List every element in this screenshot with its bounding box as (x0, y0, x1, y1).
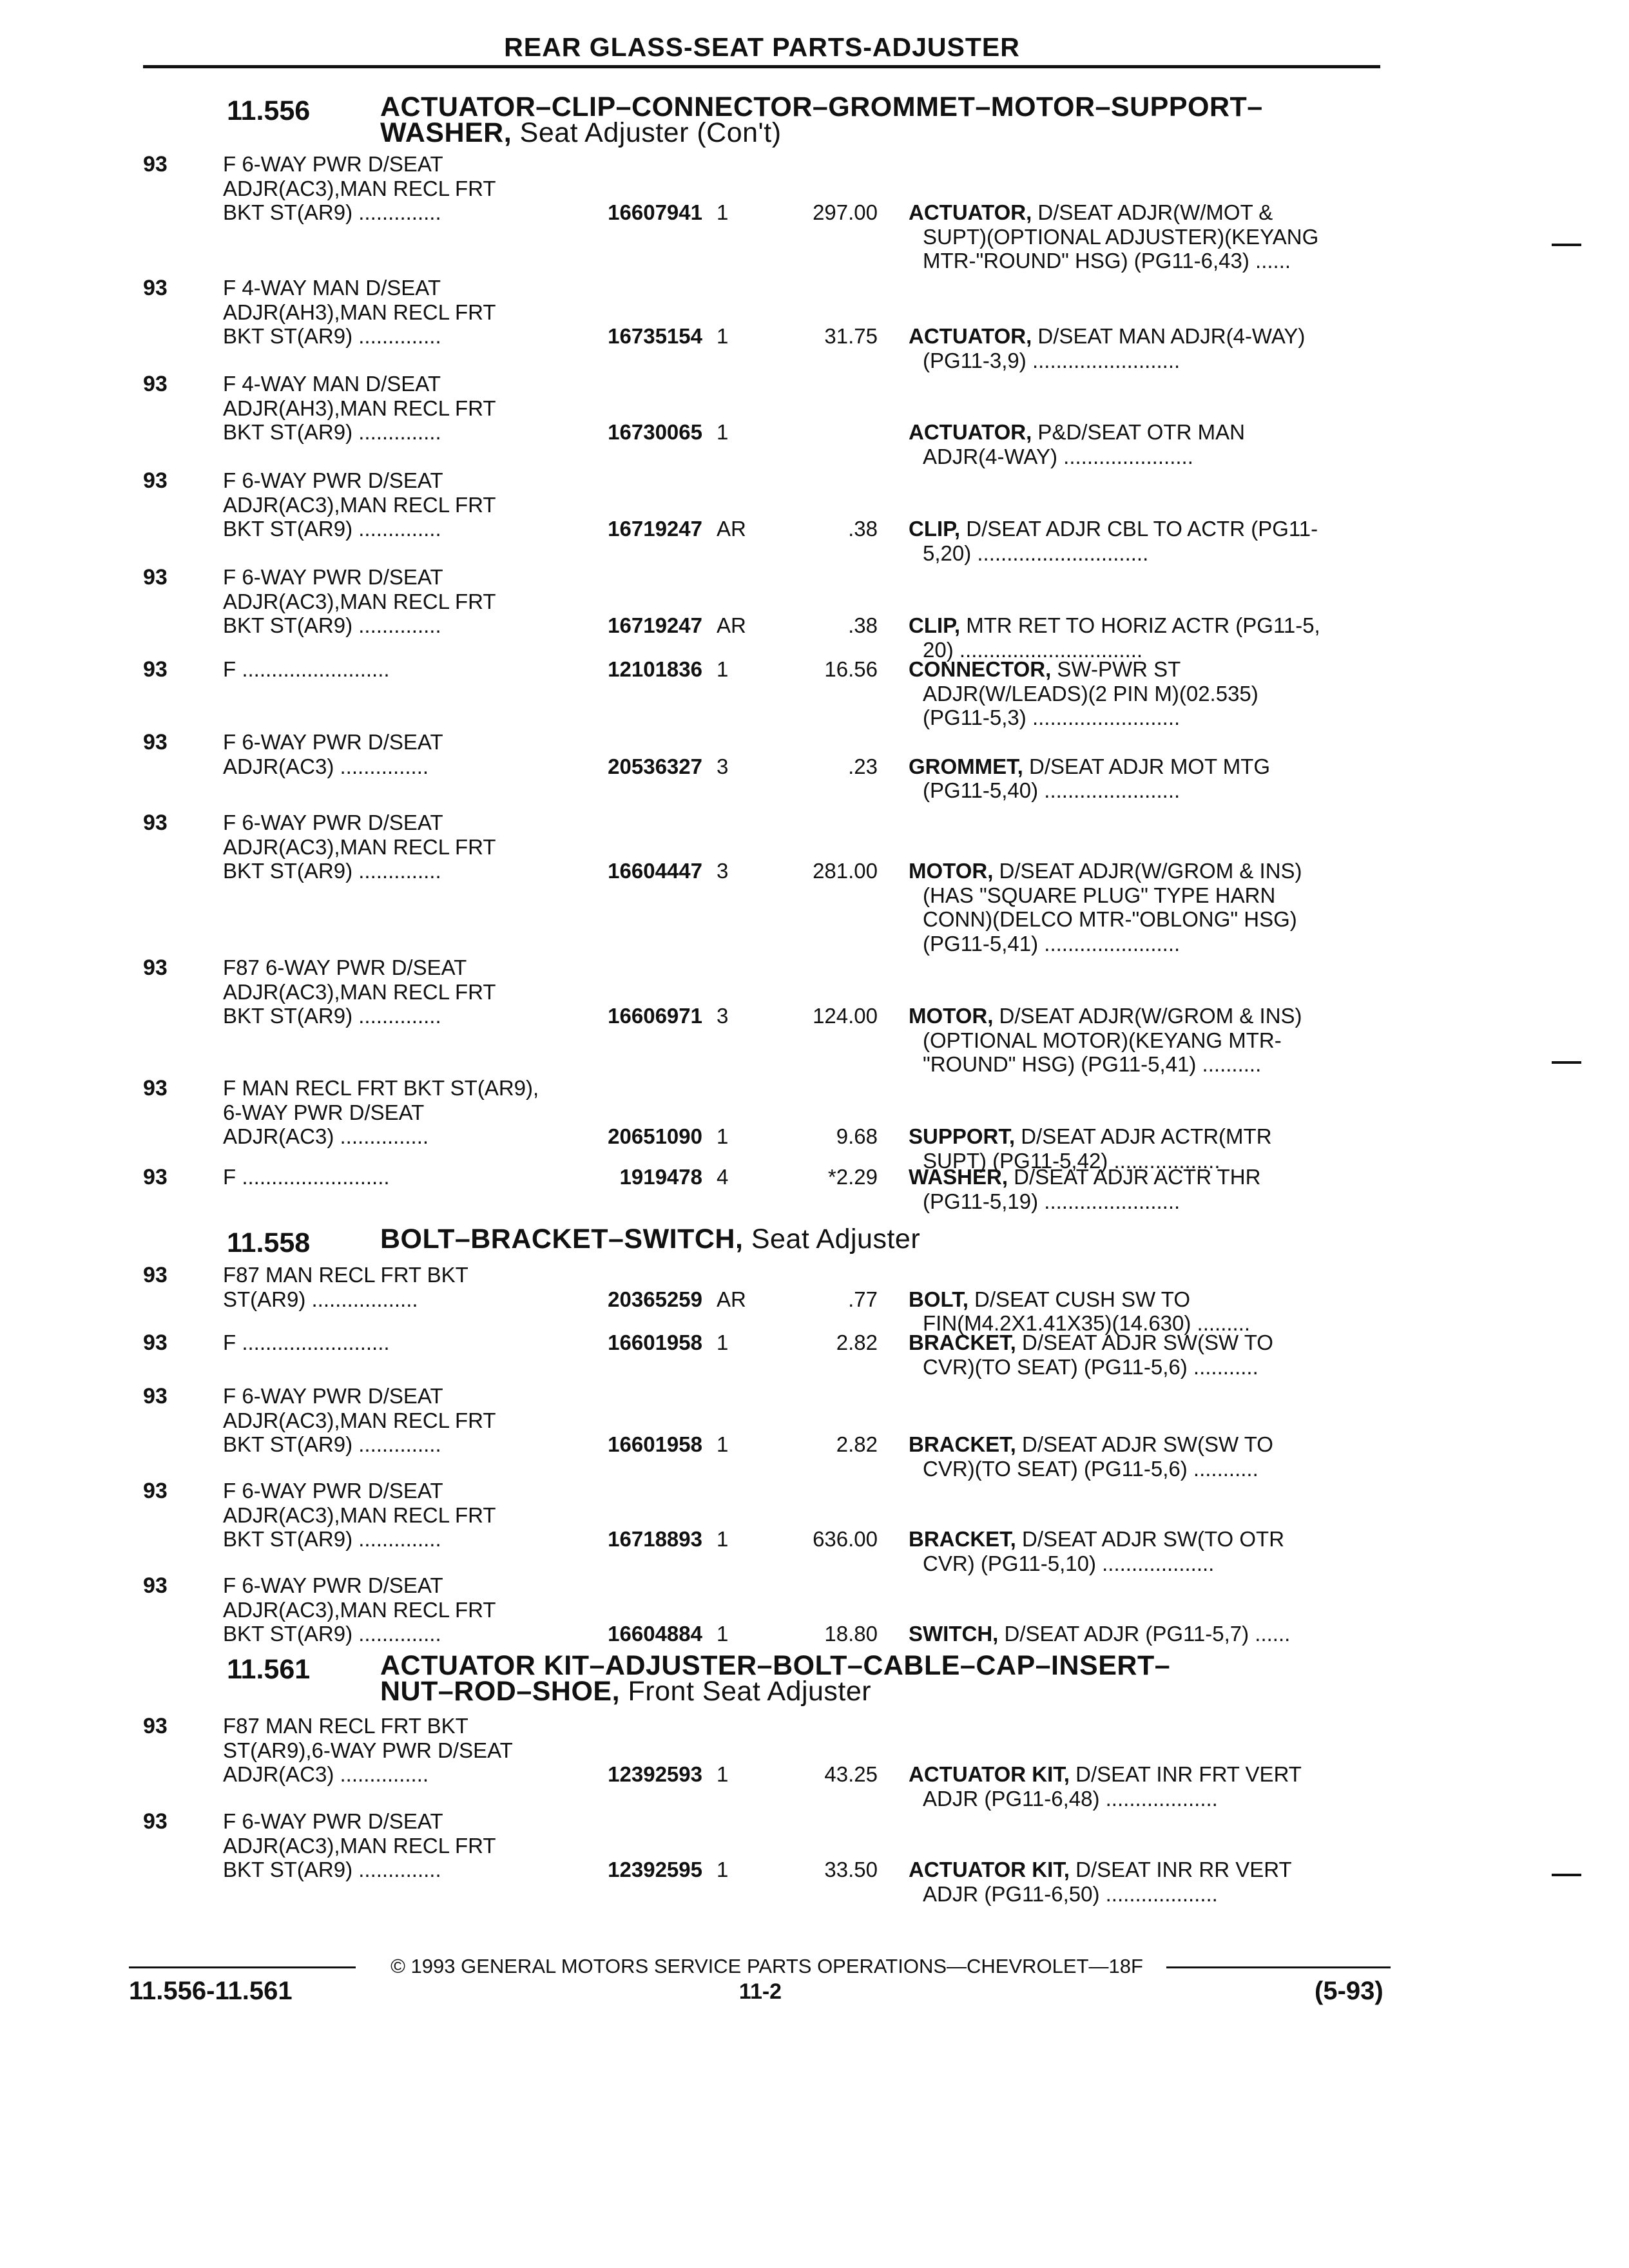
section-title-bold: ACTUATOR–CLIP–CONNECTOR–GROMMET–MOTOR–SUPPORT– (380, 91, 1263, 122)
usage-line: ADJR(AH3),MAN RECL FRT (223, 300, 496, 324)
usage-line: F87 MAN RECL FRT BKT (223, 1263, 468, 1287)
quantity: 4 (717, 1165, 729, 1189)
part-name: ACTUATOR, (909, 324, 1032, 348)
margin-tick-mark (1552, 244, 1581, 246)
part-description (909, 1432, 1379, 1481)
usage-description (223, 565, 571, 638)
usage-line: ADJR(AC3),MAN RECL FRT (223, 979, 496, 1004)
part-detail: D/SEAT ADJR(W/MOT & (1032, 200, 1273, 224)
part-detail: (PG11-3,9) ......................... (923, 348, 1181, 372)
part-description (909, 1527, 1379, 1575)
part-description-line (909, 1457, 1379, 1481)
part-name: BRACKET, (909, 1331, 1016, 1354)
price: 16.56 (824, 657, 878, 681)
part-number: 16601958 (608, 1432, 702, 1456)
price: 124.00 (813, 1004, 878, 1028)
part-description (909, 420, 1379, 468)
usage-line: F ......................... (223, 1165, 390, 1189)
usage-description (223, 956, 571, 1028)
section-title-bold: ACTUATOR KIT–ADJUSTER–BOLT–CABLE–CAP–INSERT– (380, 1650, 1171, 1681)
usage-description (223, 1809, 571, 1882)
usage-description (223, 1573, 571, 1646)
model-year: 93 (143, 956, 168, 980)
part-detail: D/SEAT ADJR SW(TO OTR (1016, 1527, 1285, 1551)
part-detail: (HAS "SQUARE PLUG" TYPE HARN (923, 883, 1276, 907)
model-year: 93 (143, 1076, 168, 1100)
quantity: 1 (717, 324, 729, 348)
usage-line: ADJR(AC3) ............... (223, 1124, 429, 1148)
part-description-line (909, 1552, 1379, 1576)
usage-line: BKT ST(AR9) .............. (223, 1432, 441, 1456)
model-year: 93 (143, 1573, 168, 1598)
footer-copyright: © 1993 GENERAL MOTORS SERVICE PARTS OPERATIONS—CHEVROLET—18F (390, 1955, 1143, 1977)
usage-line: ADJR(AC3),MAN RECL FRT (223, 1833, 496, 1858)
part-detail: CVR)(TO SEAT) (PG11-5,6) ........... (923, 1456, 1258, 1481)
price: 9.68 (836, 1124, 878, 1148)
quantity: 1 (717, 1124, 729, 1148)
footer-date: (5-93) (1315, 1977, 1383, 2005)
header-rule (143, 65, 1380, 68)
part-description-line (909, 1787, 1379, 1811)
part-detail: MTR RET TO HORIZ ACTR (PG11-5, (960, 613, 1320, 637)
usage-line: BKT ST(AR9) .............. (223, 1622, 441, 1646)
usage-line: F ......................... (223, 657, 390, 681)
quantity: 1 (717, 657, 729, 681)
part-description-line (909, 1124, 1379, 1149)
quantity: AR (717, 613, 746, 637)
part-description (909, 1004, 1379, 1077)
section-title-normal: Seat Adjuster (743, 1224, 921, 1254)
part-number: 16607941 (608, 200, 702, 224)
part-description-line (909, 1052, 1379, 1077)
usage-line: F 6-WAY PWR D/SEAT (223, 1479, 443, 1503)
price: 281.00 (813, 859, 878, 883)
part-detail: ADJR (PG11-6,48) ................... (923, 1786, 1218, 1811)
usage-line: 6-WAY PWR D/SEAT (223, 1100, 425, 1124)
price: .23 (848, 754, 878, 778)
usage-description (223, 468, 571, 541)
part-description (909, 517, 1379, 565)
part-detail: SUPT)(OPTIONAL ADJUSTER)(KEYANG (923, 224, 1319, 249)
usage-line: BKT ST(AR9) .............. (223, 324, 441, 348)
part-number: 16604447 (608, 859, 702, 883)
usage-line: ADJR(AC3),MAN RECL FRT (223, 589, 496, 613)
part-description-line (909, 1004, 1379, 1028)
part-description-line (909, 1527, 1379, 1552)
part-detail: SUPT) (PG11-5,42) .................. (923, 1148, 1220, 1173)
part-detail: D/SEAT ADJR ACTR(MTR (1015, 1124, 1272, 1148)
footer-section-range: 11.556-11.561 (129, 1977, 293, 2005)
part-detail: D/SEAT ADJR MOT MTG (1023, 754, 1271, 778)
part-description (909, 1165, 1379, 1213)
model-year: 93 (143, 1165, 168, 1189)
part-description-line (909, 225, 1379, 249)
section-title-line (380, 1676, 1170, 1707)
part-detail: D/SEAT ADJR ACTR THR (1008, 1165, 1261, 1189)
section-title (380, 1650, 1171, 1707)
price: 2.82 (836, 1331, 878, 1354)
price: 297.00 (813, 200, 878, 224)
margin-tick-mark (1552, 1061, 1581, 1064)
section-number: 11.561 (227, 1654, 311, 1685)
model-year: 93 (143, 565, 168, 590)
price: .77 (848, 1287, 878, 1311)
part-description-line (909, 1287, 1379, 1312)
part-detail: ADJR (PG11-6,50) ................... (923, 1881, 1218, 1906)
part-detail: P&D/SEAT OTR MAN (1032, 420, 1245, 444)
part-detail: CONN)(DELCO MTR-"OBLONG" HSG) (923, 907, 1297, 931)
usage-line: BKT ST(AR9) .............. (223, 1858, 441, 1881)
usage-description (223, 657, 571, 682)
part-description-line (909, 541, 1379, 566)
usage-description (223, 730, 571, 778)
part-description-line (909, 1028, 1379, 1053)
part-description-line (909, 706, 1379, 730)
part-name: BRACKET, (909, 1432, 1016, 1456)
model-year: 93 (143, 372, 168, 396)
quantity: 1 (717, 420, 729, 444)
part-description (909, 1287, 1379, 1336)
usage-description (223, 1331, 571, 1355)
part-detail: (PG11-5,41) ....................... (923, 931, 1181, 956)
part-detail: MTR-"ROUND" HSG) (PG11-6,43) ...... (923, 249, 1291, 273)
part-description-line (909, 1165, 1379, 1189)
quantity: 3 (717, 859, 729, 883)
model-year: 93 (143, 152, 168, 177)
part-description-line (909, 420, 1379, 445)
section-title-line (380, 1650, 1171, 1681)
model-year: 93 (143, 657, 168, 682)
part-name: CLIP, (909, 613, 961, 637)
part-detail: CVR)(TO SEAT) (PG11-5,6) ........... (923, 1354, 1258, 1379)
price: 43.25 (824, 1762, 878, 1786)
part-description-line (909, 324, 1379, 349)
usage-line: F 4-WAY MAN D/SEAT (223, 372, 441, 396)
usage-line: BKT ST(AR9) .............. (223, 420, 441, 444)
part-number: 16730065 (608, 420, 702, 444)
usage-line: ADJR(AC3),MAN RECL FRT (223, 1503, 496, 1527)
section-title-bold: BOLT–BRACKET–SWITCH, (380, 1224, 744, 1254)
section-title (380, 1226, 920, 1252)
usage-line: BKT ST(AR9) .............. (223, 1527, 441, 1551)
part-description-line (909, 883, 1379, 908)
part-name: GROMMET, (909, 754, 1023, 778)
price: 636.00 (813, 1527, 878, 1551)
usage-line: F ......................... (223, 1331, 390, 1354)
quantity: AR (717, 1287, 746, 1311)
part-description-line (909, 1858, 1379, 1882)
part-name: WASHER, (909, 1165, 1008, 1189)
usage-line: ST(AR9),6-WAY PWR D/SEAT (223, 1738, 513, 1762)
price: 31.75 (824, 324, 878, 348)
usage-line: F 6-WAY PWR D/SEAT (223, 1573, 443, 1597)
part-description-line (909, 200, 1379, 225)
quantity: 1 (717, 1432, 729, 1456)
part-description-line (909, 1622, 1379, 1646)
usage-line: F87 6-WAY PWR D/SEAT (223, 956, 467, 979)
part-description-line (909, 657, 1379, 682)
part-detail: "ROUND" HSG) (PG11-5,41) .......... (923, 1052, 1262, 1076)
usage-line: F 6-WAY PWR D/SEAT (223, 565, 443, 589)
section-number: 11.558 (227, 1227, 311, 1258)
part-number: 1919478 (619, 1165, 702, 1189)
part-description-line (909, 249, 1379, 273)
part-number: 16606971 (608, 1004, 702, 1028)
quantity: 1 (717, 1622, 729, 1646)
usage-line: ADJR(AC3),MAN RECL FRT (223, 1408, 496, 1432)
model-year: 93 (143, 1714, 168, 1738)
usage-description (223, 1076, 571, 1149)
part-description-line (909, 1882, 1379, 1907)
quantity: 1 (717, 1762, 729, 1786)
part-detail: D/SEAT INR RR VERT (1069, 1858, 1292, 1881)
usage-description (223, 1165, 571, 1189)
part-description-line (909, 349, 1379, 373)
part-detail: D/SEAT ADJR CBL TO ACTR (PG11- (960, 517, 1318, 541)
part-detail: SW-PWR ST (1051, 657, 1181, 681)
part-detail: D/SEAT INR FRT VERT (1069, 1762, 1302, 1786)
part-detail: 20) ............................... (923, 637, 1143, 662)
part-name: ACTUATOR KIT, (909, 1858, 1070, 1881)
usage-description (223, 1263, 571, 1311)
part-description-line (909, 1432, 1379, 1457)
model-year: 93 (143, 811, 168, 835)
part-description-line (909, 613, 1379, 638)
usage-line: F87 MAN RECL FRT BKT (223, 1714, 468, 1738)
part-description (909, 613, 1379, 662)
part-name: CONNECTOR, (909, 657, 1052, 681)
part-detail: D/SEAT CUSH SW TO (968, 1287, 1191, 1311)
usage-line: ST(AR9) .................. (223, 1287, 418, 1311)
section-title-bold: WASHER, (380, 117, 512, 148)
part-description (909, 1622, 1379, 1646)
section-title-normal: Seat Adjuster (Con't) (512, 117, 782, 148)
part-detail: (PG11-5,40) ....................... (923, 778, 1181, 802)
part-description (909, 200, 1379, 273)
price: 33.50 (824, 1858, 878, 1881)
usage-line: ADJR(AC3),MAN RECL FRT (223, 1597, 496, 1622)
part-number: 16719247 (608, 613, 702, 637)
model-year: 93 (143, 1479, 168, 1503)
part-description (909, 657, 1379, 730)
usage-line: ADJR(AC3),MAN RECL FRT (223, 834, 496, 859)
part-number: 12101836 (608, 657, 702, 681)
part-description (909, 1331, 1379, 1379)
part-detail: (PG11-5,3) ......................... (923, 706, 1181, 729)
part-description (909, 1858, 1379, 1906)
part-name: BRACKET, (909, 1527, 1016, 1551)
part-description-line (909, 932, 1379, 956)
price: 18.80 (824, 1622, 878, 1646)
part-detail: 5,20) ............................. (923, 541, 1149, 565)
quantity: 3 (717, 1004, 729, 1028)
part-description-line (909, 778, 1379, 803)
price: .38 (848, 517, 878, 541)
footer-page-number: 11-2 (738, 1979, 782, 2004)
part-number: 16604884 (608, 1622, 702, 1646)
section-title (380, 91, 1263, 148)
part-name: MOTOR, (909, 1004, 994, 1028)
part-name: MOTOR, (909, 859, 994, 883)
usage-description (223, 1479, 571, 1552)
usage-line: F 6-WAY PWR D/SEAT (223, 730, 443, 754)
part-number: 20651090 (608, 1124, 702, 1148)
usage-line: ADJR(AC3),MAN RECL FRT (223, 176, 496, 200)
usage-line: F 6-WAY PWR D/SEAT (223, 152, 443, 176)
usage-line: F 6-WAY PWR D/SEAT (223, 468, 443, 492)
part-description-line (909, 682, 1379, 706)
part-detail: D/SEAT ADJR SW(SW TO (1016, 1432, 1273, 1456)
page-title: REAR GLASS-SEAT PARTS-ADJUSTER (504, 32, 1020, 62)
usage-description (223, 152, 571, 225)
part-number: 16719247 (608, 517, 702, 541)
usage-description (223, 372, 571, 445)
part-detail: ADJR(4-WAY) ...................... (923, 444, 1193, 468)
price: *2.29 (827, 1165, 878, 1189)
part-detail: D/SEAT ADJR(W/GROM & INS) (993, 1004, 1302, 1028)
margin-tick-mark (1552, 1874, 1581, 1876)
usage-description (223, 1384, 571, 1457)
price: 2.82 (836, 1432, 878, 1456)
price: .38 (848, 613, 878, 637)
quantity: 1 (717, 200, 729, 224)
part-name: SUPPORT, (909, 1124, 1016, 1148)
section-title-bold: NUT–ROD–SHOE, (380, 1676, 621, 1707)
usage-line: ADJR(AC3),MAN RECL FRT (223, 492, 496, 517)
usage-line: F MAN RECL FRT BKT ST(AR9), (223, 1076, 539, 1100)
usage-line: BKT ST(AR9) .............. (223, 200, 441, 224)
usage-line: F 6-WAY PWR D/SEAT (223, 811, 443, 834)
usage-line: BKT ST(AR9) .............. (223, 859, 441, 883)
usage-line: BKT ST(AR9) .............. (223, 1004, 441, 1028)
part-name: ACTUATOR KIT, (909, 1762, 1070, 1786)
part-detail: (PG11-5,19) ....................... (923, 1189, 1181, 1213)
part-detail: D/SEAT ADJR (PG11-5,7) ...... (998, 1622, 1291, 1646)
part-description (909, 324, 1379, 372)
usage-description (223, 1714, 571, 1787)
part-description-line (909, 1762, 1379, 1787)
part-name: ACTUATOR, (909, 420, 1032, 444)
quantity: AR (717, 517, 746, 541)
part-description-line (909, 859, 1379, 883)
part-name: CLIP, (909, 517, 961, 541)
part-detail: FIN(M4.2X1.41X35)(14.630) ......... (923, 1311, 1251, 1335)
part-detail: (OPTIONAL MOTOR)(KEYANG MTR- (923, 1028, 1282, 1052)
part-description (909, 859, 1379, 956)
model-year: 93 (143, 276, 168, 300)
part-name: SWITCH, (909, 1622, 999, 1646)
part-description-line (909, 445, 1379, 469)
part-detail: D/SEAT ADJR SW(SW TO (1016, 1331, 1273, 1354)
usage-line: BKT ST(AR9) .............. (223, 517, 441, 541)
model-year: 93 (143, 1331, 168, 1355)
part-description-line (909, 1189, 1379, 1214)
section-number: 11.556 (227, 95, 311, 126)
model-year: 93 (143, 468, 168, 493)
part-detail: CVR) (PG11-5,10) ................... (923, 1551, 1215, 1575)
part-number: 20536327 (608, 754, 702, 778)
model-year: 93 (143, 1263, 168, 1287)
usage-line: ADJR(AH3),MAN RECL FRT (223, 396, 496, 420)
part-name: BOLT, (909, 1287, 969, 1311)
usage-line: ADJR(AC3) ............... (223, 754, 429, 778)
part-number: 12392595 (608, 1858, 702, 1881)
part-number: 16601958 (608, 1331, 702, 1354)
quantity: 1 (717, 1858, 729, 1881)
usage-line: ADJR(AC3) ............... (223, 1762, 429, 1786)
part-description-line (909, 907, 1379, 932)
usage-description (223, 811, 571, 883)
section-title-line (380, 91, 1263, 122)
part-description-line (909, 1355, 1379, 1379)
section-title-line (380, 117, 1263, 148)
footer-rule-right (1166, 1966, 1391, 1968)
part-description-line (909, 517, 1379, 541)
part-number: 20365259 (608, 1287, 702, 1311)
part-name: ACTUATOR, (909, 200, 1032, 224)
footer-rule-left (129, 1966, 356, 1968)
part-description-line (909, 754, 1379, 779)
usage-line: F 4-WAY MAN D/SEAT (223, 276, 441, 300)
part-number: 16718893 (608, 1527, 702, 1551)
part-number: 16735154 (608, 324, 702, 348)
quantity: 3 (717, 754, 729, 778)
model-year: 93 (143, 1384, 168, 1408)
section-title-line (380, 1226, 920, 1252)
part-detail: ADJR(W/LEADS)(2 PIN M)(02.535) (923, 681, 1258, 706)
quantity: 1 (717, 1331, 729, 1354)
part-description (909, 1762, 1379, 1811)
model-year: 93 (143, 730, 168, 754)
quantity: 1 (717, 1527, 729, 1551)
part-number: 12392593 (608, 1762, 702, 1786)
usage-description (223, 276, 571, 349)
model-year: 93 (143, 1809, 168, 1834)
usage-line: F 6-WAY PWR D/SEAT (223, 1809, 443, 1833)
part-description-line (909, 1331, 1379, 1355)
part-description (909, 754, 1379, 803)
part-detail: D/SEAT ADJR(W/GROM & INS) (993, 859, 1302, 883)
usage-line: F 6-WAY PWR D/SEAT (223, 1384, 443, 1408)
usage-line: BKT ST(AR9) .............. (223, 613, 441, 637)
part-detail: D/SEAT MAN ADJR(4-WAY) (1032, 324, 1306, 348)
section-title-normal: Front Seat Adjuster (620, 1676, 872, 1707)
